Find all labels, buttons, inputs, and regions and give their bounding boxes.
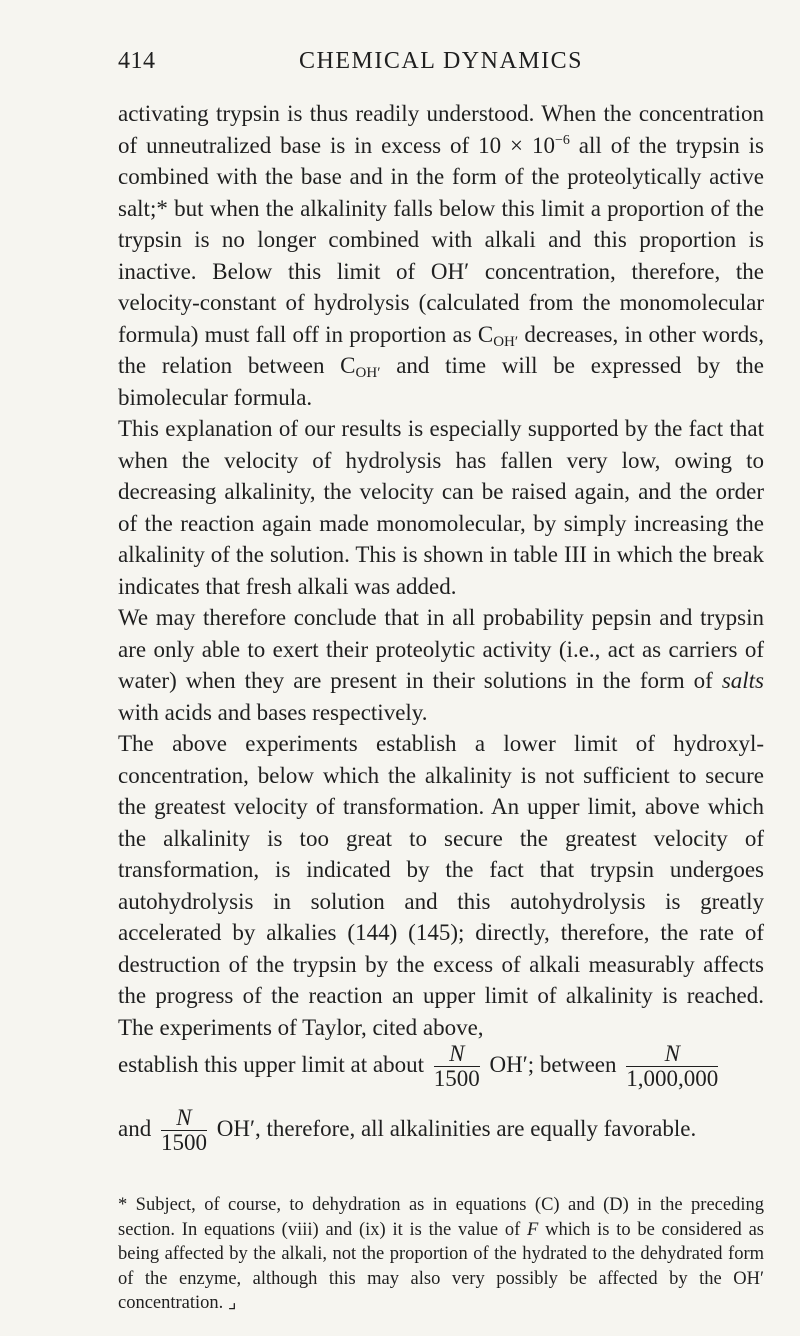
footnote-text-b: which is to be considered as being affected by the alkali, not the proportion of the hydrated to the dehydrated form of the enzyme, although this may also very possibly be affected by the OH′ concentration. ⌟	[118, 1219, 764, 1314]
paragraph-4: The above experiments establish a lower limit of hydroxyl-concentration, below which the alkalinity is not sufficient to secure the greatest velocity of transformation. An upper limit, above which the alkalinity is too great to secure the greatest velocity of transformation, is indicated by the fact that trypsin undergoes autohydrolysis in solution and this autohydrolysis is greatly accelerated by alkalies (144) (145); directly, therefore, the rate of destruction of the trypsin by the excess of alkali measurably affects the progress of the reaction an upper limit of alkalinity is reached. The experiments of Taylor, cited above,	[118, 731, 764, 1040]
fraction-denominator: 1500	[433, 1066, 480, 1091]
subscript-oh: OH′	[355, 365, 381, 381]
italic-term: salts	[721, 668, 764, 693]
fraction-n-1000000	[626, 1043, 718, 1090]
paragraph-3-text-a: We may therefore conclude that in all probability pepsin and trypsin are only able to exert their proteolytic activity (i.e., act as carriers of water) when they are present in their solutions in the form of	[118, 605, 764, 693]
fraction-numerator: N	[434, 1043, 480, 1067]
formula-line-2	[118, 1107, 764, 1171]
fraction-denominator: 1,000,000	[626, 1066, 719, 1091]
fraction-n-1500	[434, 1043, 480, 1090]
formula-text: OH′; between	[489, 1051, 617, 1077]
formula-text: establish this upper limit at about	[118, 1051, 424, 1077]
fraction-denominator: 1500	[160, 1130, 207, 1155]
footnote-italic: F	[527, 1219, 539, 1240]
footnote-text-a: * Subject, of course, to dehydration as in equations (C) and (D) in the preceding section. In equations (viii) and (ix) it is the value of	[118, 1195, 764, 1240]
formula-line-1	[118, 1043, 764, 1107]
formula-text: OH′, therefore, all alkalinities are equally favorable.	[216, 1115, 697, 1141]
paragraph-1-text-b: all of the trypsin is combined with the base and in the form of the proteolytically active salt;* but when the alkalinity falls below this limit a proportion of the trypsin is no longer combined with alkali and this proportion is inactive. Below this limit of OH′ concentration, therefore, the velocity-constant of hydrolysis (calculated from the monomolecular formula) must fall off in proportion as C	[118, 132, 764, 347]
paragraph-3	[118, 602, 764, 728]
running-head: CHEMICAL DYNAMICS	[299, 48, 583, 74]
exponent: −6	[554, 132, 570, 148]
page-number: 414	[118, 48, 156, 74]
paragraph-1-text-d: and time will be expressed by the bimolecular formula.	[118, 353, 764, 410]
fraction-n-1500	[161, 1107, 207, 1154]
fraction-numerator: N	[626, 1043, 718, 1067]
footnote	[118, 1193, 764, 1316]
subscript-oh: OH′	[493, 333, 519, 350]
fraction-numerator: N	[161, 1107, 207, 1131]
book-page	[118, 48, 764, 1316]
body-text	[118, 98, 764, 1171]
page-header	[118, 48, 764, 84]
paragraph-1	[118, 98, 764, 413]
paragraph-2: This explanation of our results is especially supported by the fact that when the velocity of hydrolysis has fallen very low, owing to decreasing alkalinity, the velocity can be raised again, and the order of the reaction again made monomolecular, by simply increasing the alkalinity of the solution. This is shown in table III in which the break indicates that fresh alkali was added.	[118, 416, 764, 599]
paragraph-1-text-c: decreases, in other words, the relation between C	[118, 321, 764, 378]
formula-text: and	[118, 1115, 152, 1141]
paragraph-1-text-a: activating trypsin is thus readily understood. When the concentration of unneutralized base is in excess of 10 × 10	[118, 101, 764, 158]
paragraph-3-text-b: with acids and bases respectively.	[118, 699, 428, 725]
